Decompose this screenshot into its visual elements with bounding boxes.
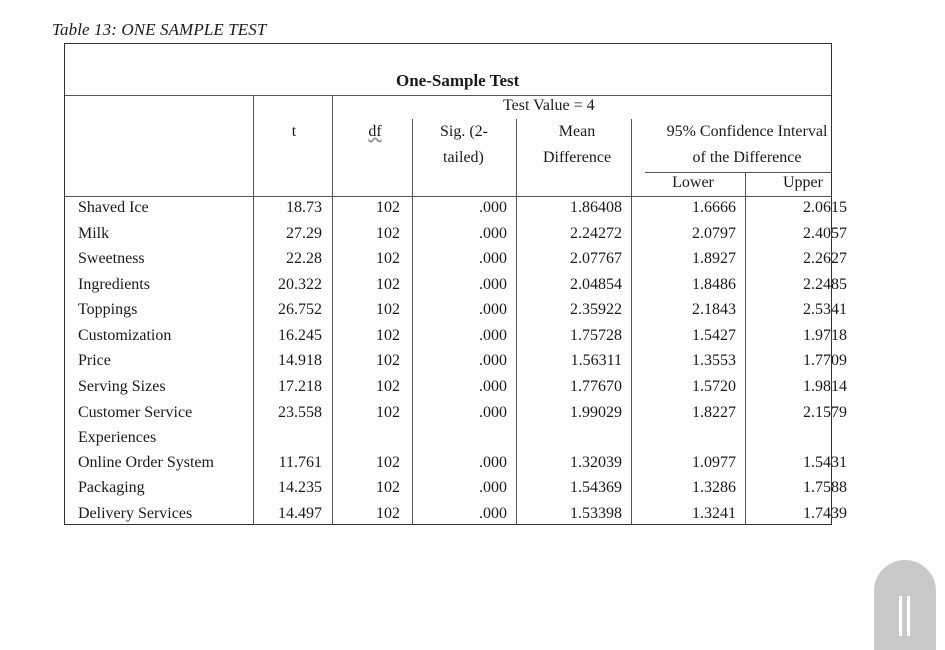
col-divider-mean <box>631 119 632 525</box>
table-caption: Table 13: ONE SAMPLE TEST <box>52 20 267 39</box>
cell-mean: 1.53398 <box>570 505 622 522</box>
cell-label: Price <box>78 352 111 369</box>
cell-mean: 2.04854 <box>570 276 622 293</box>
header-divider-top <box>65 95 831 96</box>
header-mean-line1: Mean <box>558 123 596 140</box>
header-divider-bottom <box>65 196 831 197</box>
cell-lower: 1.3286 <box>692 479 736 496</box>
cell-mean: 1.77670 <box>570 378 622 395</box>
cell-t: 14.235 <box>278 479 322 496</box>
cell-t: 20.322 <box>278 276 322 293</box>
cell-df: 102 <box>376 505 400 522</box>
cell-mean: 1.75728 <box>570 327 622 344</box>
cell-lower: 1.5427 <box>692 327 736 344</box>
cell-t: 16.245 <box>278 327 322 344</box>
cell-label: Milk <box>78 225 110 242</box>
cell-upper: 1.7709 <box>803 352 847 369</box>
cell-t: 26.752 <box>278 301 322 318</box>
cell-sig: .000 <box>479 250 507 267</box>
col-divider-t <box>332 95 333 525</box>
cell-sig: .000 <box>479 479 507 496</box>
cell-upper: 2.2627 <box>803 250 847 267</box>
cell-lower: 1.5720 <box>692 378 736 395</box>
cell-sig: .000 <box>479 199 507 216</box>
cell-lower: 1.6666 <box>692 199 736 216</box>
cell-df: 102 <box>376 276 400 293</box>
cell-label-line2: Experiences <box>78 429 157 446</box>
cell-mean: 1.86408 <box>570 199 622 216</box>
header-lower: Lower <box>672 174 714 191</box>
header-sig-line1: Sig. (2- <box>440 123 488 140</box>
cell-mean: 2.24272 <box>570 225 622 242</box>
cell-df: 102 <box>376 199 400 216</box>
cell-upper: 2.1579 <box>803 404 847 421</box>
grip-line-icon <box>907 596 910 636</box>
cell-upper: 1.7439 <box>803 505 847 522</box>
cell-lower: 1.8486 <box>692 276 736 293</box>
header-mean-line2: Difference <box>542 149 612 166</box>
cell-mean: 1.54369 <box>570 479 622 496</box>
cell-upper: 2.0615 <box>803 199 847 216</box>
cell-t: 11.761 <box>278 454 322 471</box>
header-ci-line1: 95% Confidence Interval <box>666 123 828 140</box>
table-title: One-Sample Test <box>396 71 520 90</box>
cell-label: Shaved Ice <box>78 199 149 216</box>
cell-df: 102 <box>376 352 400 369</box>
col-divider-df <box>412 119 413 525</box>
cell-sig: .000 <box>479 327 507 344</box>
cell-df: 102 <box>376 479 400 496</box>
cell-sig: .000 <box>479 225 507 242</box>
test-value-label: Test Value = 4 <box>503 97 595 114</box>
cell-lower: 1.3553 <box>692 352 736 369</box>
cell-df: 102 <box>376 454 400 471</box>
cell-upper: 2.4057 <box>803 225 847 242</box>
cell-mean: 1.99029 <box>570 404 622 421</box>
cell-upper: 1.5431 <box>803 454 847 471</box>
cell-mean: 1.32039 <box>570 454 622 471</box>
header-t: t <box>291 123 297 140</box>
ci-subheader-divider <box>645 172 831 173</box>
cell-sig: .000 <box>479 352 507 369</box>
cell-t: 18.73 <box>286 199 322 216</box>
cell-lower: 1.8927 <box>692 250 736 267</box>
cell-t: 27.29 <box>286 225 322 242</box>
cell-mean: 2.07767 <box>570 250 622 267</box>
col-divider-sig <box>516 119 517 525</box>
cell-t: 14.918 <box>278 352 322 369</box>
cell-lower: 1.3241 <box>692 505 736 522</box>
cell-label: Customer Service <box>78 404 193 421</box>
scroll-handle[interactable] <box>874 560 936 650</box>
col-divider-lower <box>745 172 746 525</box>
cell-sig: .000 <box>479 378 507 395</box>
cell-sig: .000 <box>479 276 507 293</box>
cell-df: 102 <box>376 250 400 267</box>
cell-label: Sweetness <box>78 250 145 267</box>
cell-lower: 1.0977 <box>692 454 736 471</box>
cell-lower: 2.0797 <box>692 225 736 242</box>
cell-lower: 1.8227 <box>692 404 736 421</box>
header-sig-line2: tailed) <box>443 149 484 166</box>
cell-upper: 2.2485 <box>803 276 847 293</box>
cell-t: 14.497 <box>278 505 322 522</box>
col-divider-label <box>253 95 254 525</box>
cell-label: Ingredients <box>78 276 150 293</box>
cell-label: Delivery Services <box>78 505 193 522</box>
cell-upper: 1.9718 <box>803 327 847 344</box>
cell-upper: 1.9814 <box>803 378 847 395</box>
cell-t: 23.558 <box>278 404 322 421</box>
cell-sig: .000 <box>479 454 507 471</box>
header-upper: Upper <box>783 174 823 191</box>
cell-mean: 2.35922 <box>570 301 622 318</box>
cell-df: 102 <box>376 225 400 242</box>
header-df: df <box>368 123 382 140</box>
cell-df: 102 <box>376 301 400 318</box>
cell-label: Toppings <box>78 301 138 318</box>
cell-upper: 1.7588 <box>803 479 847 496</box>
cell-sig: .000 <box>479 404 507 421</box>
cell-t: 22.28 <box>286 250 322 267</box>
cell-df: 102 <box>376 404 400 421</box>
cell-sig: .000 <box>479 301 507 318</box>
grip-line-icon <box>899 596 902 636</box>
cell-label: Packaging <box>78 479 145 496</box>
cell-label: Online Order System <box>78 454 214 471</box>
cell-df: 102 <box>376 378 400 395</box>
cell-t: 17.218 <box>278 378 322 395</box>
cell-lower: 2.1843 <box>692 301 736 318</box>
cell-df: 102 <box>376 327 400 344</box>
cell-label: Serving Sizes <box>78 378 166 395</box>
header-ci-line2: of the Difference <box>692 149 802 166</box>
cell-sig: .000 <box>479 505 507 522</box>
cell-label: Customization <box>78 327 172 344</box>
cell-mean: 1.56311 <box>570 352 622 369</box>
cell-upper: 2.5341 <box>803 301 847 318</box>
